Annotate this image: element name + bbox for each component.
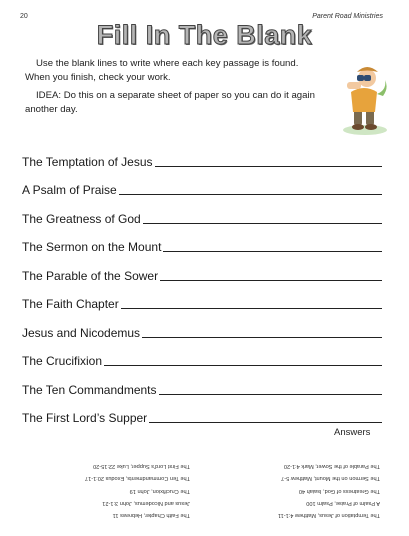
blank-row[interactable] bbox=[22, 340, 382, 369]
answer-item: Jesus and Nicodemus, John 3:1-21 bbox=[102, 499, 190, 506]
answer-item: The Faith Chapter, Hebrews 11 bbox=[112, 512, 190, 518]
answer-item: The Temptation of Jesus, Matthew 4:1-11 bbox=[277, 512, 380, 518]
boy-with-binoculars-icon bbox=[337, 60, 393, 136]
answer-item: The Sermon on the Mount, Matthew 5-7 bbox=[281, 475, 380, 482]
instructions bbox=[25, 57, 325, 121]
blank-line[interactable] bbox=[104, 364, 382, 366]
blank-line[interactable] bbox=[155, 165, 382, 167]
blank-row[interactable] bbox=[22, 226, 382, 255]
answer-column-left bbox=[230, 441, 380, 521]
blank-label: The Ten Commandments bbox=[22, 382, 157, 397]
blank-row[interactable] bbox=[22, 368, 382, 397]
blank-label: The Greatness of God bbox=[22, 211, 141, 226]
fill-in-blank-list bbox=[22, 140, 382, 425]
blank-row[interactable] bbox=[22, 254, 382, 283]
blank-row[interactable] bbox=[22, 397, 382, 426]
blank-label: The First Lord’s Supper bbox=[22, 411, 148, 425]
blank-row[interactable] bbox=[22, 169, 382, 198]
blank-label: Jesus and Nicodemus bbox=[22, 325, 141, 340]
answer-item: The Greatness of God, Isaiah 40 bbox=[298, 487, 380, 494]
blank-line[interactable] bbox=[149, 421, 382, 423]
answer-item: The Parable of the Sower, Mark 4:1-20 bbox=[283, 463, 380, 470]
page-title: Fill In The Blank bbox=[96, 20, 313, 50]
blank-line[interactable] bbox=[143, 222, 382, 224]
blank-label: The Parable of the Sower bbox=[22, 268, 159, 283]
blank-row[interactable] bbox=[22, 140, 382, 169]
instructions-text: Use the blank lines to write where each key passage is found. When you finish, check your work. bbox=[25, 58, 299, 83]
blank-line[interactable] bbox=[121, 307, 382, 309]
blank-line[interactable] bbox=[142, 336, 382, 338]
answer-item: A Psalm of Praise, Psalm 100 bbox=[306, 499, 380, 506]
answers-heading: Answers bbox=[334, 427, 371, 438]
answer-item: The Crucifixion, John 19 bbox=[129, 487, 190, 494]
blank-line[interactable] bbox=[119, 193, 382, 195]
blank-line[interactable] bbox=[159, 393, 382, 395]
answer-item: The Ten Commandments, Exodus 20:1-17 bbox=[85, 475, 190, 482]
answer-column-right bbox=[40, 441, 190, 521]
blank-label: A Psalm of Praise bbox=[22, 183, 117, 197]
idea-text: IDEA: Do this on a separate sheet of paper so you can do it again another day. bbox=[25, 90, 315, 115]
blank-row[interactable] bbox=[22, 197, 382, 226]
answer-key-upside-down bbox=[40, 441, 380, 521]
blank-label: The Sermon on the Mount bbox=[22, 240, 162, 254]
blank-row[interactable] bbox=[22, 283, 382, 312]
blank-line[interactable] bbox=[160, 279, 382, 281]
blank-line[interactable] bbox=[163, 250, 382, 252]
blank-row[interactable] bbox=[22, 311, 382, 340]
page-number: 20 bbox=[20, 13, 28, 20]
answer-item: The First Lord’s Supper, Luke 22:15-20 bbox=[93, 463, 190, 470]
blank-label: The Faith Chapter bbox=[22, 297, 119, 311]
blank-label: The Crucifixion bbox=[22, 354, 103, 368]
blank-label: The Temptation of Jesus bbox=[22, 154, 153, 169]
publisher-name: Parent Road Ministries bbox=[312, 13, 383, 20]
